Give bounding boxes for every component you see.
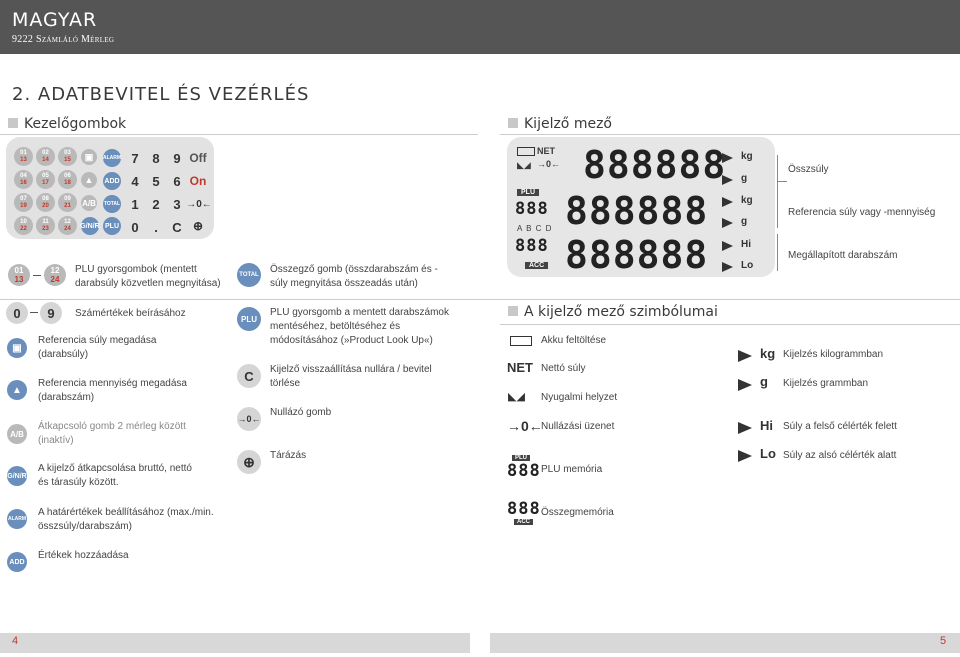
plu-key-bottom: 18 bbox=[64, 179, 71, 186]
digit-key[interactable]: 2 bbox=[152, 196, 160, 212]
range-dash bbox=[30, 312, 38, 313]
ref-weight-icon[interactable]: ▣ bbox=[81, 149, 97, 165]
plu-quick-key[interactable] bbox=[36, 193, 55, 212]
digit-key[interactable]: 1 bbox=[131, 196, 139, 212]
bracket-line bbox=[777, 234, 778, 271]
plu-range-end-icon bbox=[44, 264, 66, 286]
digit-key[interactable]: 5 bbox=[152, 173, 160, 189]
divider bbox=[500, 324, 960, 325]
alarm-desc: A határértékek beállításához (max./min. összsúly/darabszám) bbox=[38, 507, 214, 532]
right-heading bbox=[508, 116, 612, 132]
plu-tag: PLU bbox=[512, 455, 530, 461]
stable-icon: ◣◢ bbox=[508, 391, 525, 403]
switch-desc: Átkapcsoló gomb 2 mérleg között (inaktív) bbox=[38, 421, 186, 446]
add-key[interactable]: ADD bbox=[103, 172, 121, 190]
plu-key-top: 08 bbox=[42, 195, 49, 202]
plu-range-start-bottom: 13 bbox=[14, 275, 24, 284]
plu-quick-key[interactable] bbox=[58, 147, 77, 166]
plu-key-bottom: 15 bbox=[64, 156, 71, 163]
plu-key-top: 11 bbox=[42, 218, 49, 225]
arrow-icon bbox=[722, 241, 733, 251]
page-number-left: 4 bbox=[12, 635, 19, 647]
ref-qty-icon: ▲ bbox=[7, 380, 27, 400]
total-key: TOTAL bbox=[237, 263, 261, 287]
hi-symbol: Hi bbox=[760, 418, 773, 433]
footer-bar-right bbox=[490, 633, 960, 653]
digit-key[interactable]: . bbox=[154, 219, 158, 235]
divider bbox=[500, 134, 960, 135]
ref-weight-desc: Referencia súly megadása (darabsúly) bbox=[38, 335, 157, 360]
c-key: C bbox=[237, 364, 261, 388]
count-display: 888888 bbox=[565, 233, 709, 277]
alarm-key: ALARM bbox=[7, 509, 27, 529]
divider bbox=[0, 134, 478, 135]
plu-quick-key[interactable] bbox=[14, 193, 33, 212]
stable-icon: ◣◢ bbox=[517, 160, 531, 170]
plu-key-bottom: 21 bbox=[64, 202, 71, 209]
tare-desc: Tárázás bbox=[270, 450, 307, 461]
total-key[interactable]: TOTAL bbox=[103, 195, 121, 213]
lo-symbol: Lo bbox=[760, 446, 776, 461]
plu-key-bottom: 19 bbox=[20, 202, 27, 209]
plu-quick-key[interactable] bbox=[36, 216, 55, 235]
digit-key[interactable]: 7 bbox=[131, 150, 139, 166]
right-heading-text: Kijelző mező bbox=[524, 116, 612, 132]
plu-quick-key[interactable] bbox=[14, 216, 33, 235]
gnr-key[interactable]: G/N/R bbox=[81, 217, 99, 235]
arrow-icon bbox=[722, 153, 733, 163]
add-key: ADD bbox=[7, 552, 27, 572]
divider bbox=[0, 299, 960, 300]
plu-quick-desc: PLU gyorsgombok (mentett darabsúly közvetlen megnyitása) bbox=[75, 264, 221, 289]
left-heading bbox=[8, 116, 126, 132]
plu-key-bottom: 14 bbox=[42, 156, 49, 163]
acc-desc: Összegmemória bbox=[541, 507, 614, 518]
clear-key[interactable]: C bbox=[172, 219, 182, 235]
plu-key-top: 06 bbox=[64, 172, 71, 179]
plu-quick-key[interactable] bbox=[58, 216, 77, 235]
acc-tag: ACC bbox=[525, 262, 548, 269]
lo-desc: Súly az alsó célérték alatt bbox=[783, 450, 897, 461]
gnr-key: G/N/R bbox=[7, 466, 27, 486]
plu-key-top: 05 bbox=[42, 172, 49, 179]
plu-key-bottom: 23 bbox=[42, 225, 49, 232]
hi-desc: Súly a felső célérték felett bbox=[783, 421, 897, 432]
display-panel bbox=[507, 137, 775, 277]
net-symbol: NET bbox=[507, 360, 533, 375]
display-label-count: Megállapított darabszám bbox=[788, 250, 898, 261]
product-subtitle: 9222 Számláló Mérleg bbox=[12, 34, 115, 45]
ref-weight-icon: ▣ bbox=[7, 338, 27, 358]
digit-zero-key: 0 bbox=[6, 302, 28, 324]
plu-display: 888 bbox=[515, 199, 549, 219]
unit-kg-mid: kg bbox=[741, 195, 753, 206]
brand-title: MAGYAR bbox=[12, 9, 98, 31]
unit-lo: Lo bbox=[741, 260, 754, 271]
tare-icon[interactable]: ⊕ bbox=[192, 219, 204, 233]
plu-key-bottom: 24 bbox=[64, 225, 71, 232]
plu-quick-key[interactable] bbox=[36, 170, 55, 189]
total-desc: Összegző gomb (összdarabszám és -súly megnyitása összeadás után) bbox=[270, 264, 438, 289]
arrow-icon bbox=[738, 450, 752, 462]
zero-key: →0← bbox=[237, 407, 261, 431]
footer-bar-left bbox=[0, 633, 470, 653]
plu-key: PLU bbox=[237, 307, 261, 331]
abcd-indicator: A B C D bbox=[517, 224, 553, 233]
symbols-heading-text: A kijelző mező szimbólumai bbox=[524, 304, 718, 320]
battery-icon bbox=[510, 336, 532, 346]
tare-icon: ⊕ bbox=[237, 450, 261, 474]
battery-icon bbox=[517, 147, 535, 156]
plu-quick-key[interactable] bbox=[58, 170, 77, 189]
plu-quick-key[interactable] bbox=[14, 147, 33, 166]
digits-desc: Számértékek beírásához bbox=[75, 308, 186, 319]
arrow-icon bbox=[722, 175, 733, 185]
digit-key[interactable]: 0 bbox=[131, 219, 139, 235]
plu-range-start-icon bbox=[8, 264, 30, 286]
plu-key[interactable]: PLU bbox=[103, 217, 121, 235]
plu-key-top: 04 bbox=[20, 172, 27, 179]
unit-g-mid: g bbox=[741, 216, 748, 227]
digit-key[interactable]: 6 bbox=[173, 173, 181, 189]
kg-symbol: kg bbox=[760, 346, 776, 361]
net-indicator: NET bbox=[537, 146, 555, 156]
arrow-icon bbox=[738, 422, 752, 434]
plu-quick-key[interactable] bbox=[14, 170, 33, 189]
arrow-icon bbox=[722, 262, 733, 272]
arrow-icon bbox=[722, 218, 733, 228]
c-desc: Kijelző visszaállítása nullára / bevitel törlése bbox=[270, 364, 432, 389]
plu-desc: PLU gyorsgomb a mentett darabszámok mentéséhez, betöltéséhez és módosításához (»Product Look Up«) bbox=[270, 307, 449, 346]
on-key[interactable]: On bbox=[189, 174, 207, 188]
zero-key[interactable]: →0← bbox=[186, 198, 212, 210]
off-key[interactable]: Off bbox=[189, 151, 207, 165]
g-desc: Kijelzés grammban bbox=[783, 378, 869, 389]
plu-mem-desc: PLU memória bbox=[541, 464, 603, 475]
arrow-icon bbox=[738, 379, 752, 391]
header-bar bbox=[0, 0, 960, 54]
ref-qty-desc: Referencia mennyiség megadása (darabszám) bbox=[38, 378, 187, 403]
kg-desc: Kijelzés kilogrammban bbox=[783, 349, 884, 360]
acc-display: 888 bbox=[515, 236, 549, 256]
plu-key-top: 09 bbox=[64, 195, 71, 202]
display-label-total: Összsúly bbox=[788, 164, 829, 175]
plu-key-bottom: 13 bbox=[20, 156, 27, 163]
plu-quick-key[interactable] bbox=[58, 193, 77, 212]
plu-quick-key[interactable] bbox=[36, 147, 55, 166]
zero-desc: Nullázó gomb bbox=[270, 407, 332, 418]
bracket-line bbox=[777, 205, 778, 228]
net-desc: Nettó súly bbox=[541, 363, 586, 374]
plu-key-bottom: 16 bbox=[20, 179, 27, 186]
zero-symbol-desc: Nullázási üzenet bbox=[541, 421, 615, 432]
plu-range-end-bottom: 24 bbox=[50, 275, 60, 284]
digit-key[interactable]: 3 bbox=[173, 196, 181, 212]
ab-switch-icon[interactable]: A/B bbox=[81, 195, 97, 211]
plu-range-end-top: 12 bbox=[50, 266, 60, 275]
g-symbol: g bbox=[760, 374, 768, 389]
page-number-right: 5 bbox=[940, 635, 947, 647]
acc-tag: ACC bbox=[514, 519, 533, 525]
plu-mem-icon: 888 bbox=[507, 461, 541, 481]
plu-key-top: 03 bbox=[64, 149, 71, 156]
plu-key-bottom: 20 bbox=[42, 202, 49, 209]
arrow-icon bbox=[738, 350, 752, 362]
ref-display: 888888 bbox=[565, 189, 709, 233]
plu-key-top: 12 bbox=[64, 218, 71, 225]
battery-desc: Akku feltöltése bbox=[541, 335, 607, 346]
zero-indicator: →0← bbox=[537, 159, 561, 169]
unit-kg-top: kg bbox=[741, 151, 753, 162]
ref-qty-icon[interactable]: ▲ bbox=[81, 172, 97, 188]
plu-tag: PLU bbox=[517, 189, 539, 196]
plu-key-top: 07 bbox=[20, 195, 27, 202]
digit-nine-key: 9 bbox=[40, 302, 62, 324]
range-dash bbox=[33, 275, 41, 276]
alarm-key[interactable]: ALARM bbox=[103, 149, 121, 167]
leader-line bbox=[777, 181, 787, 182]
symbols-heading bbox=[508, 304, 718, 320]
left-heading-text: Kezelőgombok bbox=[24, 116, 127, 132]
weight-display: 888888 bbox=[583, 143, 727, 187]
plu-key-top: 01 bbox=[20, 149, 27, 156]
acc-mem-icon: 888 bbox=[507, 499, 541, 519]
ab-switch-icon: A/B bbox=[7, 424, 27, 444]
unit-hi: Hi bbox=[741, 239, 751, 250]
unit-g-top: g bbox=[741, 173, 748, 184]
arrow-icon bbox=[722, 197, 733, 207]
plu-range-start-top: 01 bbox=[14, 266, 24, 275]
gnr-desc: A kijelző átkapcsolása bruttó, nettó és tárasúly között. bbox=[38, 463, 192, 488]
stable-desc: Nyugalmi helyzet bbox=[541, 392, 618, 403]
bracket-line bbox=[777, 155, 778, 205]
add-desc: Értékek hozzáadása bbox=[38, 550, 129, 561]
display-label-ref: Referencia súly vagy -mennyiség bbox=[788, 207, 936, 218]
plu-key-top: 02 bbox=[42, 149, 49, 156]
plu-key-bottom: 22 bbox=[20, 225, 27, 232]
zero-symbol: →0← bbox=[507, 418, 543, 434]
section-title: 2. ADATBEVITEL ÉS VEZÉRLÉS bbox=[12, 84, 310, 105]
plu-key-bottom: 17 bbox=[42, 179, 49, 186]
digit-key[interactable]: 9 bbox=[173, 150, 181, 166]
plu-key-top: 10 bbox=[20, 218, 27, 225]
keypad-panel bbox=[6, 137, 214, 239]
digit-key[interactable]: 4 bbox=[131, 173, 139, 189]
digit-key[interactable]: 8 bbox=[152, 150, 160, 166]
